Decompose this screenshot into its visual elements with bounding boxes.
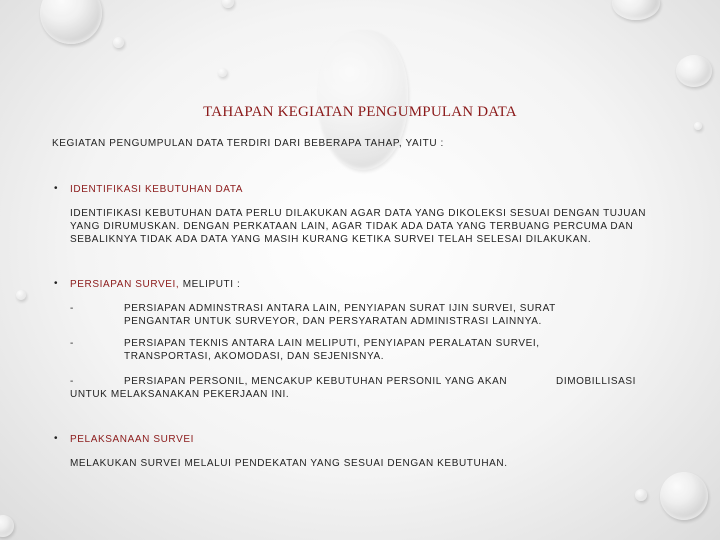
water-droplet	[660, 472, 708, 520]
water-droplet	[222, 0, 234, 8]
section-heading-pelaksanaan: PELAKSANAAN SURVEI	[70, 434, 194, 445]
section-heading-persiapan	[70, 278, 240, 291]
water-droplet	[0, 515, 14, 537]
list-item-line: PERSIAPAN TEKNIS ANTARA LAIN MELIPUTI, PENYIAPAN PERALATAN SURVEI,	[124, 338, 540, 349]
section-body-line: SEBALIKNYA TIDAK ADA DATA YANG MASIH KURANG KETIKA SURVEI TELAH SELESAI DILAKUKAN.	[70, 234, 592, 245]
water-droplet	[676, 55, 712, 87]
intro-text: KEGIATAN PENGUMPULAN DATA TERDIRI DARI BEBERAPA TAHAP, YAITU :	[52, 138, 444, 149]
list-item-dash: -	[70, 338, 74, 349]
water-droplet	[635, 489, 647, 501]
page-title: TAHAPAN KEGIATAN PENGUMPULAN DATA	[203, 104, 517, 120]
list-item-line-tail: DIMOBILLISASI	[556, 376, 637, 387]
water-droplet	[694, 122, 702, 130]
list-item-line: TRANSPORTASI, AKOMODASI, DAN SEJENISNYA.	[124, 351, 385, 362]
water-droplet	[16, 290, 26, 300]
water-droplet	[40, 0, 102, 44]
list-item-line: PENGANTAR UNTUK SURVEYOR, DAN PERSYARATAN ADMINISTRASI LAINNYA.	[124, 316, 542, 327]
water-droplet	[218, 68, 227, 77]
water-droplet	[113, 37, 124, 48]
bullet-icon: •	[54, 183, 58, 194]
list-item-dash: -	[70, 376, 74, 387]
water-droplet	[612, 0, 660, 20]
section-heading-label: PERSIAPAN SURVEI,	[70, 279, 180, 290]
section-heading-suffix: MELIPUTI :	[182, 279, 241, 290]
section-body-line: IDENTIFIKASI KEBUTUHAN DATA PERLU DILAKUKAN AGAR DATA YANG DIKOLEKSI SESUAI DENGAN TUJUAN	[70, 208, 647, 219]
bullet-icon: •	[54, 433, 58, 444]
list-item-dash: -	[70, 303, 74, 314]
section-body-line: YANG DIRUMUSKAN. DENGAN PERKATAAN LAIN, AGAR TIDAK ADA DATA YANG TERBUANG PERCUMA DAN	[70, 221, 634, 232]
bullet-icon: •	[54, 278, 58, 289]
list-item-line: PERSIAPAN PERSONIL, MENCAKUP KEBUTUHAN PERSONIL YANG AKAN	[124, 376, 508, 387]
list-item-line: PERSIAPAN ADMINSTRASI ANTARA LAIN, PENYIAPAN SURAT IJIN SURVEI, SURAT	[124, 303, 556, 314]
list-item-line: UNTUK MELAKSANAKAN PEKERJAAN INI.	[70, 389, 290, 400]
section-heading-identifikasi: IDENTIFIKASI KEBUTUHAN DATA	[70, 184, 244, 195]
section-body-line: MELAKUKAN SURVEI MELALUI PENDEKATAN YANG SESUAI DENGAN KEBUTUHAN.	[70, 458, 508, 469]
